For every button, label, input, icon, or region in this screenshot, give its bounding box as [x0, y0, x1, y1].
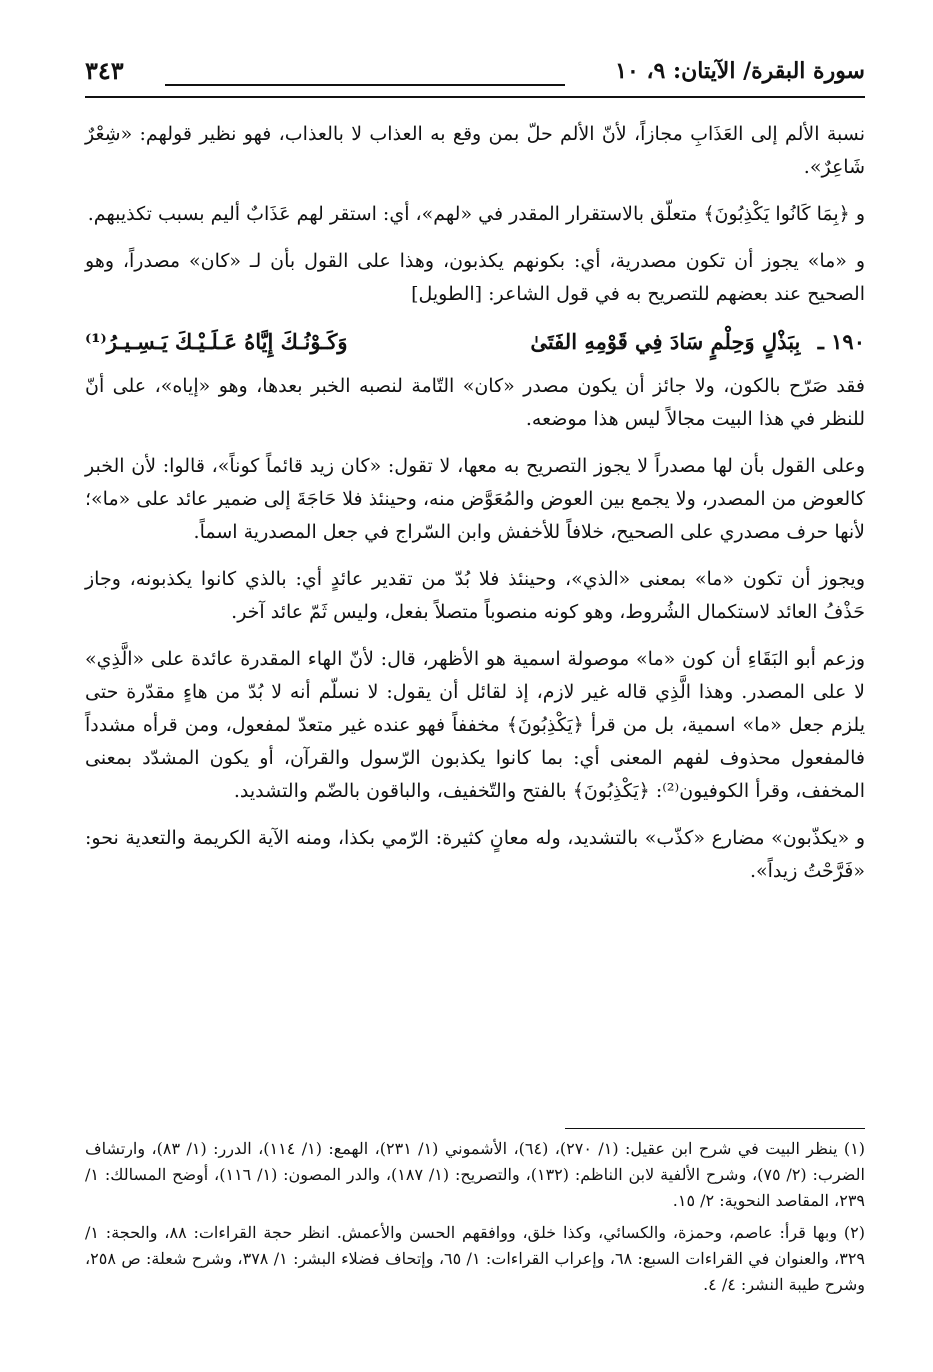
- page-number: ٣٤٣: [85, 56, 124, 85]
- verse-first-hemistich: بِبَذْلٍ وَحِلْمٍ سَادَ فِي قَوْمِهِ الفَتَىٰ: [530, 329, 801, 354]
- verse-second-hemistich: وَكَـوْنُـكَ إِيَّاهُ عَـلَـيْـكَ يَـسِـيـرُ⁽¹⁾: [85, 329, 348, 354]
- header-line: [165, 84, 565, 86]
- paragraph: و «يكذّبون» مضارع «كذّب» بالتشديد، وله معانٍ كثيرة: الرّمي بكذا، ومنه الآية الكريمة والتعدية نحو: «فَرَّحْتُ زيداً».: [85, 827, 865, 882]
- paragraph: ويجوز أن تكون «ما» بمعنى «الذي»، وحينئذ فلا بُدّ من تقدير عائدٍ أي: بالذي كانوا يكذبونه، وجاز حَذْفُ العائد لاستكمال الشُروط، وهو كونه منصوباً متصلاً بفعل، وليس ثَمّ عائد آخر.: [85, 568, 865, 623]
- paragraph: و «ما» يجوز أن تكون مصدرية، أي: بكونهم يكذبون، وهذا على القول بأن لـ «كان» مصدراً، وهو الصحيح عند بعضهم للتصريح به في قول الشاعر: [الطويل]: [85, 250, 865, 305]
- footnotes: [85, 1136, 865, 1304]
- header-title: سورة البقرة/ الآيتان: ٩، ١٠: [615, 58, 865, 84]
- paragraph: وزعم أبو البَقَاءِ أن كون «ما» موصولة اسمية هو الأظهر، قال: لأنّ الهاء المقدرة عائدة على «الَّذِي» لا على المصدر. وهذا الَّذِي قاله غير لازم، إذ لقائل أن يقول: لا نسلّم أنه لا بُدّ من هاءٍ مقدّرة حتى يلزم جعل «ما» اسمية، بل من قرأ ﴿يَكْذِبُونَ﴾ مخففاً فهو عنده غير متعدّ لمفعول، ومن قرأه مشدداً فالمفعول محذوف لفهم المعنى أي: بما كانوا يكذبون الرّسول والقرآن، أو يكون المشدّد بمعنى المخفف، وقرأ الكوفيون⁽²⁾: ﴿يَكْذِبُونَ﴾ بالفتح والتّخفيف، والباقون بالضّم والتشديد.: [85, 648, 865, 802]
- paragraph: فقد صَرّح بالكون، ولا جائز أن يكون مصدر «كان» التّامة لنصبه الخبر بعدها، وهو «إياه»، على أنّ للنظر في هذا البيت مجالاً ليس هذا موضعه.: [85, 375, 865, 430]
- footnote: (١) ينظر البيت في شرح ابن عقيل: (١/ ٢٧٠)، (٦٤)، الأشموني (١/ ٢٣١)، الهمع: (١/ ١١٤)، الدرر: (١/ ٨٣)، وارتشاف الضرب: (٢/ ٧٥)، وشرح الألفية لابن الناظم: (١٣٢)، والتصريح: (١/ ١٨٧)، والدر المصون: (١/ ١١٦)، أوضح المسالك: ١/ ٢٣٩، المقاصد النحوية: ٢/ ١٥.: [85, 1139, 866, 1210]
- verse-first-part: [530, 325, 865, 358]
- page-header: [85, 54, 865, 98]
- verse-number: ١٩٠ ـ: [817, 329, 865, 354]
- paragraph: نسبة الألم إلى العَذَابِ مجازاً، لأنّ الألم حلّ بمن وقع به العذاب لا بالعذاب، فهو نظير قولهم: «شِعْرٌ شَاعِرٌ».: [85, 123, 865, 178]
- footnote: (٢) وبها قرأ: عاصم، وحمزة، والكسائي، وكذا خلق، ووافقهم الحسن والأعمش. انظر حجة القراءات: ٨٨، والحجة: ١/ ٣٢٩، والعنوان في القراءات السبع: ٦٨، وإعراب القراءات: ١/ ٦٥، وإتحاف فضلاء البشر: ١/ ٣٧٨، وشرح شعلة: ص ٢٥٨، وشرح طيبة النشر: ٤/ ٤.: [85, 1223, 866, 1294]
- header-rule: [85, 96, 865, 98]
- body-text: [85, 118, 865, 902]
- paragraph: وعلى القول بأن لها مصدراً لا يجوز التصريح به معها، لا تقول: «كان زيد قائماً كوناً»، قالوا: لأن الخبر كالعوض من المصدر، ولا يجمع بين العوض والمُعَوَّض منه، وحينئذ فلا حَاجَةَ إلى ضمير عائد على «ما»؛ لأنها حرف مصدري على الصحيح، خلافاً للأخفش وابن السّراج في جعل المصدرية اسماً.: [85, 455, 865, 543]
- footnote-separator: [565, 1128, 865, 1129]
- paragraph: و ﴿بِمَا كَانُوا يَكْذِبُونَ﴾ متعلّق بالاستقرار المقدر في «لهم»، أي: استقر لهم عَذَابٌ أليم بسبب تكذيبهم.: [87, 203, 865, 225]
- poetry-verse: [85, 325, 865, 358]
